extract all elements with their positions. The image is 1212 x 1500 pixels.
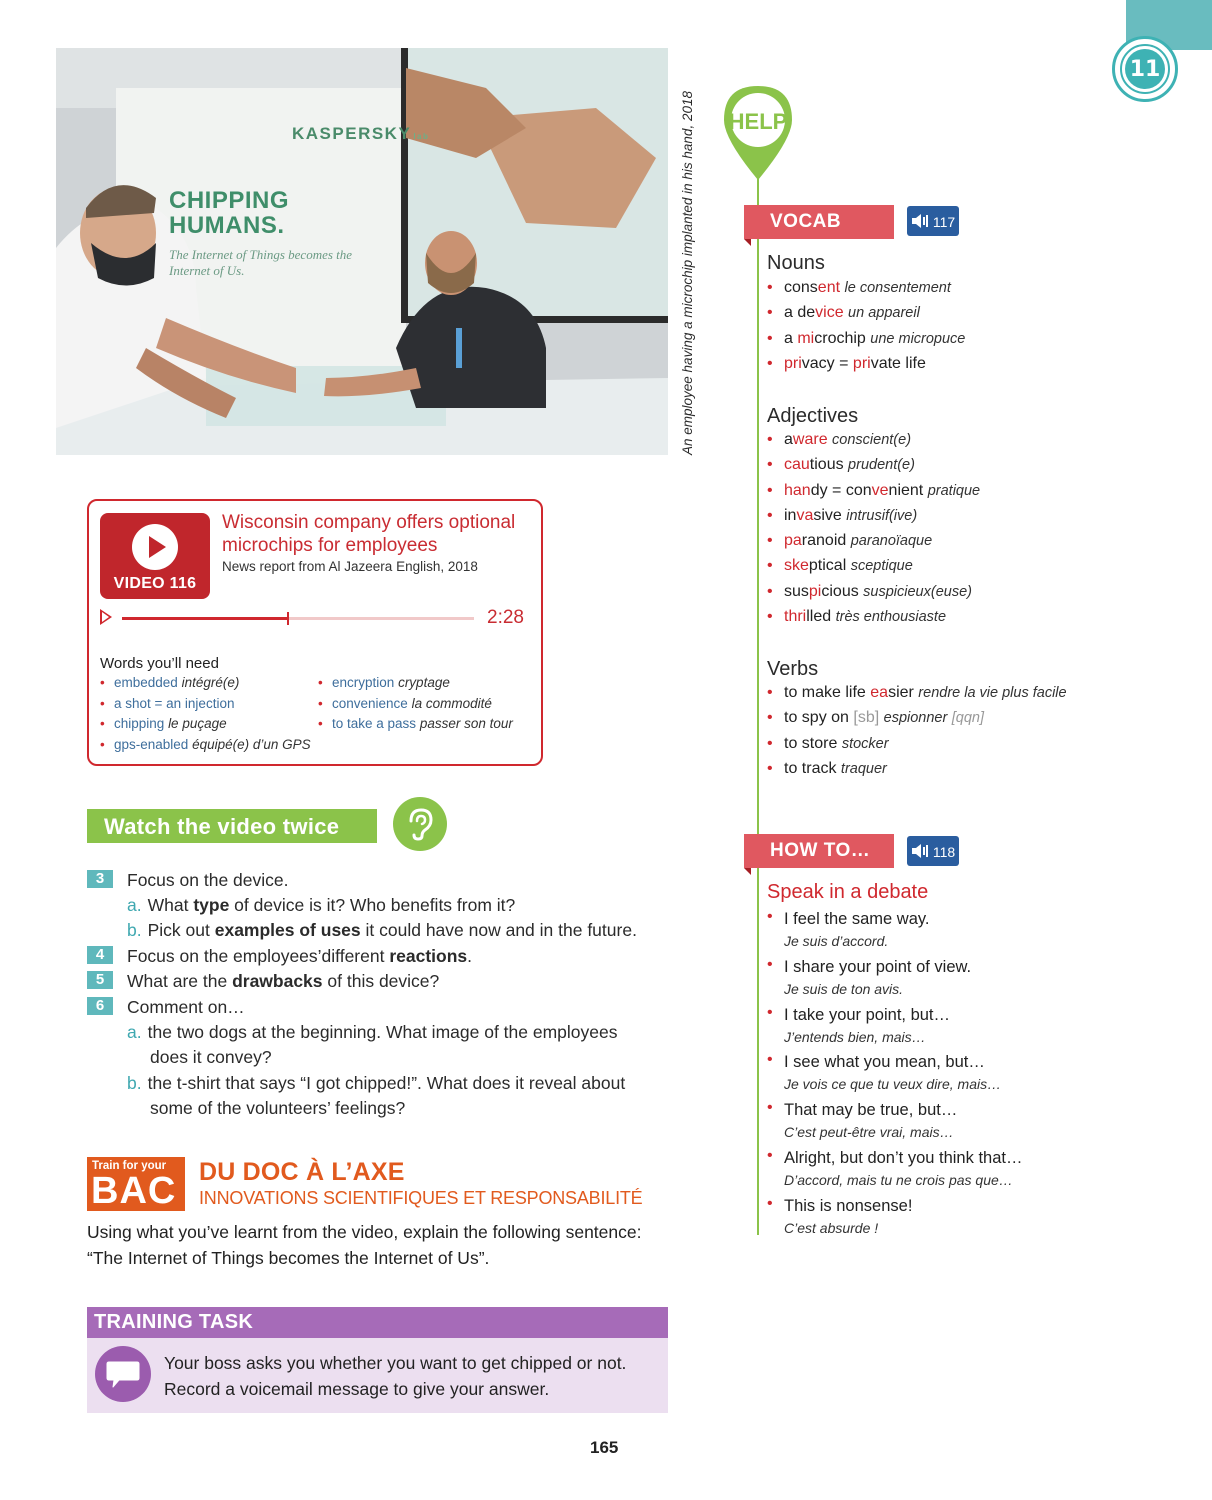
vocab-item: • invasive intrusif(ive) [767, 507, 980, 532]
question-text: Focus on the employees’different reactions. [127, 946, 473, 966]
article-photo [56, 48, 668, 455]
nouns-heading: Nouns [767, 252, 825, 274]
help-guide-line [757, 170, 759, 1235]
verbs-list [767, 684, 1067, 785]
phrase-item: • That may be true, but… C’est peut-être vrai, mais… [767, 1098, 1022, 1146]
video-label: VIDEO 116 [113, 575, 197, 592]
phrase-item: • I feel the same way. Je suis d’accord. [767, 907, 1022, 955]
vocab-item: • paranoid paranoïaque [767, 532, 980, 557]
vocab-item: • privacy = private life [767, 355, 965, 380]
speaker-icon [911, 843, 929, 859]
photo-tagline: The Internet of Things becomes the Internet of Us. [169, 247, 353, 278]
words-list-right [318, 675, 513, 737]
bac-title: DU DOC À L’AXE [199, 1158, 405, 1186]
howto-subtitle: Speak in a debate [767, 881, 929, 903]
speaker-icon [911, 213, 929, 229]
word-item: • chipping le puçage [100, 716, 311, 737]
training-task-text: Your boss asks you whether you want to get chipped or not. Record a voicemail message to give your answer. [164, 1353, 627, 1399]
video-title: Wisconsin company offers optional microchips for employees [222, 512, 516, 556]
question-3b: b. Pick out examples of uses it could have now and in the future. [127, 920, 637, 940]
unit-number: 11 [1125, 49, 1165, 89]
vocab-item: • thrilled très enthousiaste [767, 608, 980, 633]
speech-bubble-icon [95, 1346, 151, 1402]
debate-phrases-list [767, 907, 1022, 1242]
nouns-list [767, 279, 965, 380]
word-item: • embedded intégré(e) [100, 675, 311, 696]
video-duration: 2:28 [487, 607, 524, 628]
word-item: • to take a pass passer son tour [318, 716, 513, 737]
question-3a: a. What type of device is it? Who benefits from it? [127, 895, 516, 915]
progress-knob[interactable] [287, 612, 289, 625]
phrase-item: • I take your point, but… J’entends bien, mais… [767, 1003, 1022, 1051]
bac-subtitle: INNOVATIONS SCIENTIFIQUES ET RESPONSABILITÉ [199, 1188, 643, 1208]
audio-button-118[interactable]: 118 [907, 836, 959, 866]
question-number: 5 [87, 971, 113, 989]
video-source: News report from Al Jazeera English, 2018 [222, 559, 478, 574]
vocab-item: • consent le consentement [767, 279, 965, 304]
question-text: What are the drawbacks of this device? [127, 971, 440, 991]
photo-headline: CHIPPING HUMANS. [169, 187, 290, 239]
watch-banner: Watch the video twice [87, 809, 377, 843]
question-number: 3 [87, 870, 113, 888]
vocab-item: • to track traquer [767, 760, 1067, 785]
vocab-item: • to make life easier rendre la vie plus facile [767, 684, 1067, 709]
training-task-heading: TRAINING TASK [87, 1307, 668, 1338]
vocab-tab: VOCAB [744, 205, 894, 239]
vocab-item: • handy = convenient pratique [767, 482, 980, 507]
progress-fill [122, 617, 287, 620]
bac-instructions: Using what you’ve learnt from the video, explain the following sentence: “The Internet of Things becomes the Internet of Us”. [87, 1222, 642, 1268]
photo-caption: An employee having a microchip implanted in his hand, 2018 [680, 91, 695, 455]
training-task-body [87, 1338, 668, 1413]
adjectives-list [767, 431, 980, 633]
vocab-item: • aware conscient(e) [767, 431, 980, 456]
words-list-left [100, 675, 311, 757]
word-item: • encryption cryptage [318, 675, 513, 696]
words-heading: Words you’ll need [100, 655, 219, 672]
question-6b: b. the t-shirt that says “I got chipped!”. What does it reveal about some of the volunteers’ feelings? [127, 1073, 626, 1118]
question-6a: a. the two dogs at the beginning. What image of the employees does it convey? [127, 1022, 618, 1067]
vocab-item: • a device un appareil [767, 304, 965, 329]
unit-badge [1112, 36, 1178, 102]
question-text: Comment on… [127, 997, 245, 1017]
help-label: HELP [728, 109, 788, 134]
phrase-item: • This is nonsense! C’est absurde ! [767, 1194, 1022, 1242]
word-item: • gps-enabled équipé(e) d’un GPS [100, 737, 311, 758]
question-number: 4 [87, 946, 113, 964]
verbs-heading: Verbs [767, 658, 819, 680]
howto-tab: HOW TO… [744, 834, 894, 868]
phrase-item: • Alright, but don’t you think that… D’accord, mais tu ne crois pas que… [767, 1146, 1022, 1194]
word-item: • convenience la commodité [318, 696, 513, 717]
progress-play-icon[interactable] [100, 609, 112, 625]
vocab-item: • skeptical sceptique [767, 557, 980, 582]
vocab-item: • to spy on [sb] espionner [qqn] [767, 709, 1067, 734]
vocab-item: • suspicious suspicieux(euse) [767, 583, 980, 608]
phrase-item: • I see what you mean, but… Je vois ce que tu veux dire, mais… [767, 1050, 1022, 1098]
vocab-item: • cautious prudent(e) [767, 456, 980, 481]
adjectives-heading: Adjectives [767, 405, 859, 427]
word-item: • a shot = an injection [100, 696, 311, 717]
play-icon[interactable] [132, 524, 178, 570]
question-number: 6 [87, 997, 113, 1015]
video-thumbnail[interactable] [100, 513, 210, 599]
video-card [87, 499, 543, 766]
question-text: Focus on the device. [127, 870, 289, 890]
kaspersky-logo: KASPERSKY lab [292, 124, 430, 143]
vocab-item: • to store stocker [767, 735, 1067, 760]
video-progress-bar[interactable] [122, 617, 474, 620]
phrase-item: • I share your point of view. Je suis de ton avis. [767, 955, 1022, 1003]
help-pin-icon [722, 84, 794, 184]
ear-icon [393, 797, 447, 851]
bac-logo: Train for your BAC [87, 1157, 185, 1211]
audio-button-117[interactable]: 117 [907, 206, 959, 236]
page-number: 165 [590, 1438, 619, 1457]
vocab-item: • a microchip une micropuce [767, 330, 965, 355]
